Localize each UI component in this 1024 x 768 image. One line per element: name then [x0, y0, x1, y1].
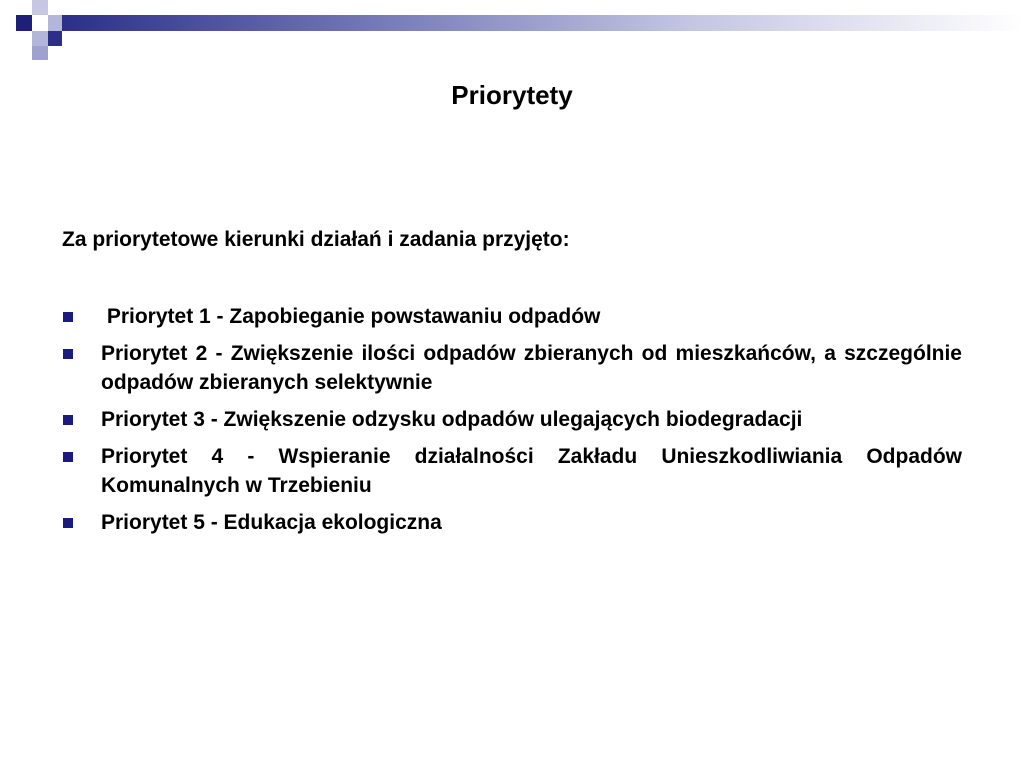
list-item-text: Priorytet 1 - Zapobieganie powstawaniu odpadów	[101, 305, 601, 328]
deco-square	[32, 31, 48, 46]
list-item	[62, 405, 962, 434]
deco-square	[32, 46, 48, 60]
header-decoration	[0, 0, 1024, 64]
list-item-text: Priorytet 2 - Zwiększenie ilości odpadów zbieranych od mieszkańców, a szczególnie odpadów zbieranych selektywnie	[101, 342, 962, 394]
square-bullet-icon	[63, 349, 73, 359]
square-bullet-icon	[63, 312, 73, 322]
priority-list	[62, 302, 962, 545]
deco-square	[48, 15, 62, 31]
slide-title: Priorytety	[451, 80, 573, 110]
deco-gradient-bar	[62, 15, 1024, 31]
square-bullet-icon	[63, 518, 73, 528]
deco-square	[48, 31, 62, 46]
list-item-text: Priorytet 3 - Zwiększenie odzysku odpadów ulegających biodegradacji	[101, 408, 803, 431]
list-item	[62, 302, 962, 331]
square-bullet-icon	[63, 452, 73, 462]
list-item	[62, 442, 962, 500]
list-item-text: Priorytet 4 - Wspieranie działalności Zakładu Unieszkodliwiania Odpadów Komunalnych w Trzebieniu	[101, 445, 962, 497]
deco-square	[32, 0, 48, 15]
intro-text: Za priorytetowe kierunki działań i zadania przyjęto:	[62, 228, 570, 251]
list-item-text: Priorytet 5 - Edukacja ekologiczna	[101, 511, 442, 534]
list-item	[62, 339, 962, 397]
square-bullet-icon	[63, 415, 73, 425]
deco-square	[16, 15, 32, 31]
list-item	[62, 508, 962, 537]
